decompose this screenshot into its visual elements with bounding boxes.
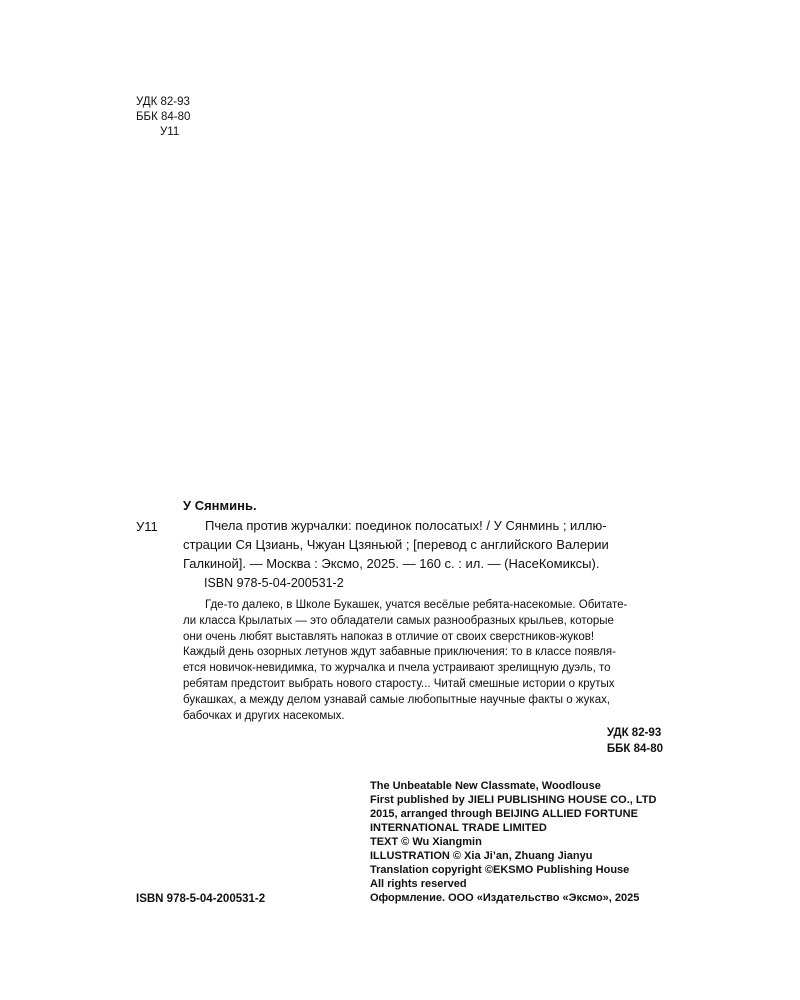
top-classification-codes [136, 95, 190, 140]
description-line: страции Ся Цзиань, Чжуан Цзяньюй ; [перевод с английского Валерии [183, 537, 609, 552]
copyright-line: Оформление. ООО «Издательство «Эксмо», 2025 [370, 892, 640, 904]
annotation-line: ребятам предстоит выбрать нового старосту... Читай смешные истории о крутых [183, 677, 615, 690]
annotation-line: они очень любят выставлять напоказ в отличие от своих сверстников-жуков! [183, 630, 595, 643]
description-line: Пчела против журчалки: поединок полосатых! / У Сянминь ; иллю- [205, 518, 607, 533]
annotation-line: ется новичок-невидимка, то журчалка и пчела устраивают зрелищную дуэль, то [183, 662, 611, 675]
copyright-line: All rights reserved [370, 878, 467, 890]
copyright-line: Translation copyright ©EKSMO Publishing House [370, 864, 630, 876]
udk-code: УДК 82-93 [606, 727, 662, 739]
copyright-line: The Unbeatable New Classmate, Woodlouse [370, 780, 601, 792]
annotation [183, 598, 663, 724]
bbk-code: ББК 84-80 [136, 111, 191, 123]
author-sign: У11 [160, 126, 180, 138]
copyright-line: First published by JIELI PUBLISHING HOUSE CO., LTD [370, 794, 657, 806]
record-author: У Сянминь. [183, 498, 257, 513]
annotation-line: Каждый день озорных летунов ждут забавные приключения: то в классе появля- [183, 646, 616, 659]
copyright-line: 2015, arranged through BEIJING ALLIED FORTUNE [370, 808, 638, 820]
annotation-line: Где-то далеко, в Школе Букашек, учатся весёлые ребята-насекомые. Обитате- [205, 599, 628, 611]
udk-code: УДК 82-93 [136, 96, 190, 108]
annotation-line: букашках, а между делом узнавай самые любопытные научные факты о жуках, [183, 693, 611, 706]
copyright-line: ILLUSTRATION © Xia Ji’an, Zhuang Jianyu [370, 850, 593, 862]
annotation-line: бабочках и других насекомых. [183, 709, 345, 722]
description-line: Галкиной]. — Москва : Эксмо, 2025. — 160 с. : ил. — (НасеКомиксы). [183, 556, 600, 571]
copyright-line: TEXT © Wu Xiangmin [370, 836, 482, 848]
bottom-classification-codes [607, 725, 663, 757]
bibliographic-description [183, 516, 663, 573]
record-isbn: ISBN 978-5-04-200531-2 [204, 576, 344, 590]
annotation-line: ли класса Крылатых — это обладатели самых разнообразных крыльев, которые [183, 614, 614, 627]
record-author-sign: У11 [136, 519, 158, 534]
copyright-line: INTERNATIONAL TRADE LIMITED [370, 822, 547, 834]
copyright-block [370, 779, 656, 905]
bbk-code: ББК 84-80 [606, 743, 663, 755]
isbn-bottom: ISBN 978-5-04-200531-2 [136, 893, 266, 905]
